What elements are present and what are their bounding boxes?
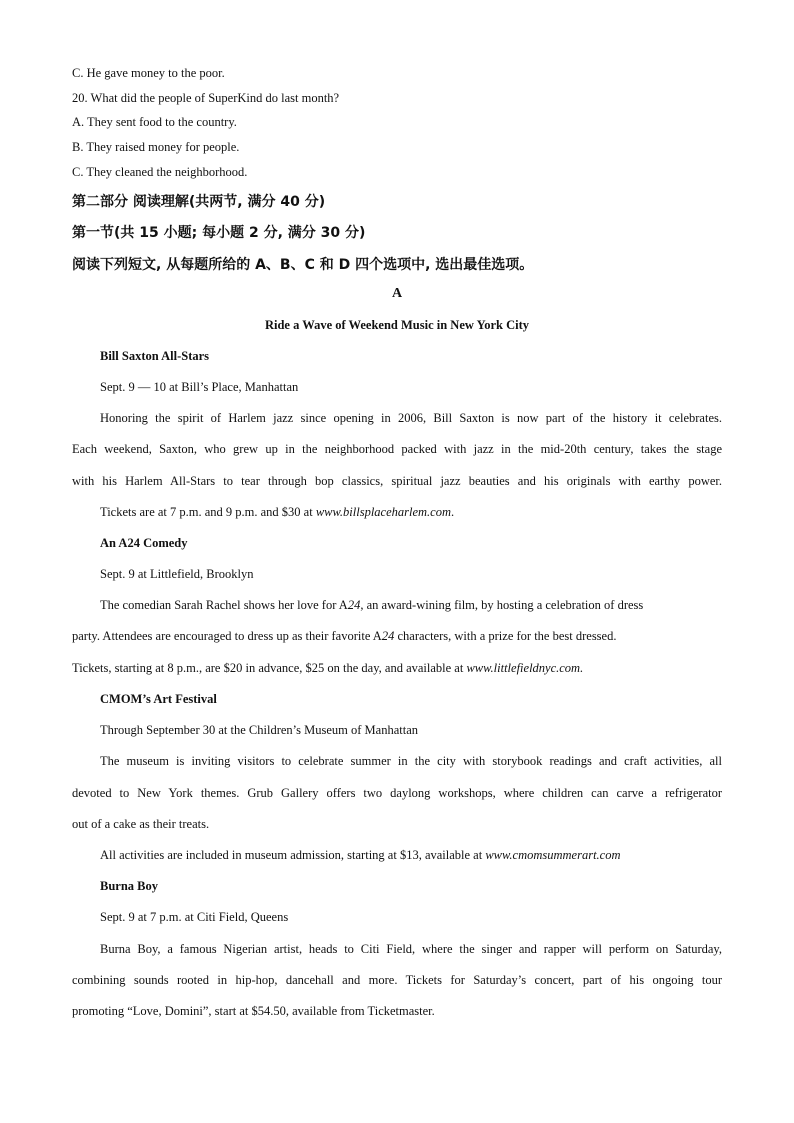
event-2-line-2-c: characters, with a prize for the best dressed.: [394, 629, 617, 643]
event-4-line-2: combining sounds rooted in hip-hop, dancehall and more. Tickets for Saturday’s concert, part of his ongoing tour: [72, 973, 722, 987]
event-3-tickets: [100, 848, 621, 863]
event-2-tickets: [72, 661, 583, 676]
event-1-line-3: with his Harlem All-Stars to tear through bop classics, spiritual jazz beauties and his originals with earthy power.: [72, 474, 722, 488]
event-2-line-1: [100, 598, 722, 613]
q20-option-a: A. They sent food to the country.: [72, 115, 237, 129]
passage-title: Ride a Wave of Weekend Music in New York City: [264, 318, 529, 332]
event-1-line-2: Each weekend, Saxton, who grew up in the neighborhood packed with jazz in the mid-20th century, takes the stage: [72, 442, 722, 456]
event-3-tickets-url[interactable]: www.cmomsummerart.com: [485, 848, 621, 862]
event-2-line-1-a: The comedian Sarah Rachel shows her love for A: [100, 598, 348, 612]
event-1-tickets-url[interactable]: www.billsplaceharlem.com: [315, 505, 452, 519]
event-4-line-1: Burna Boy, a famous Nigerian artist, heads to Citi Field, where the singer and rapper will perform on Saturday,: [100, 942, 722, 956]
event-3-tickets-text: All activities are included in museum admission, starting at $13, available at: [100, 848, 486, 862]
q20-option-c: C. They cleaned the neighborhood.: [72, 165, 248, 179]
event-2-line-2: [72, 629, 616, 644]
q19-option-c: C. He gave money to the poor.: [72, 66, 225, 80]
event-3-name: CMOM’s Art Festival: [100, 692, 217, 706]
instruction: 阅读下列短文, 从每题所给的 A、B、C 和 D 四个选项中, 选出最佳选项。: [72, 257, 534, 273]
event-2-line-1-c: , an award-wining film, by hosting a celebration of dress: [360, 598, 644, 612]
event-1-line-1: Honoring the spirit of Harlem jazz since opening in 2006, Bill Saxton is now part of the history it celebrates.: [100, 411, 722, 425]
event-2-tickets-url[interactable]: www.littlefieldnyc.com.: [466, 661, 584, 675]
event-2-tickets-text: Tickets, starting at 8 p.m., are $20 in advance, $25 on the day, and available at: [72, 661, 467, 675]
event-2-line-2-b: 24: [381, 629, 395, 643]
event-1-tickets-text: Tickets are at 7 p.m. and 9 p.m. and $30 at: [100, 505, 316, 519]
event-1-tickets-end: .: [451, 505, 455, 519]
event-2-line-1-b: 24: [347, 598, 361, 612]
q20-option-b: B. They raised money for people.: [72, 140, 240, 154]
part2-header: 第二部分 阅读理解(共两节, 满分 40 分): [72, 194, 326, 210]
event-1-when-where: Sept. 9 — 10 at Bill’s Place, Manhattan: [100, 380, 299, 394]
event-2-line-2-a: party. Attendees are encouraged to dress up as their favorite A: [72, 629, 382, 643]
event-3-when-where: Through September 30 at the Children’s Museum of Manhattan: [100, 723, 418, 737]
event-4-when-where: Sept. 9 at 7 p.m. at Citi Field, Queens: [100, 910, 289, 924]
event-3-line-3: out of a cake as their treats.: [72, 817, 210, 831]
q20-question: 20. What did the people of SuperKind do last month?: [72, 91, 340, 105]
event-1-name: Bill Saxton All-Stars: [100, 349, 210, 363]
event-4-line-3: promoting “Love, Domini”, start at $54.50, available from Ticketmaster.: [72, 1004, 435, 1018]
event-3-line-2: devoted to New York themes. Grub Gallery offers two daylong workshops, where children can carve a refrigerator: [72, 786, 722, 800]
passage-letter: A: [391, 286, 403, 301]
event-2-when-where: Sept. 9 at Littlefield, Brooklyn: [100, 567, 254, 581]
event-1-tickets: [100, 505, 454, 520]
section1-header: 第一节(共 15 小题; 每小题 2 分, 满分 30 分): [72, 225, 366, 241]
event-3-line-1: The museum is inviting visitors to celebrate summer in the city with storybook readings and craft activities, all: [100, 754, 722, 768]
event-2-name: An A24 Comedy: [100, 536, 188, 550]
event-4-name: Burna Boy: [100, 879, 159, 893]
